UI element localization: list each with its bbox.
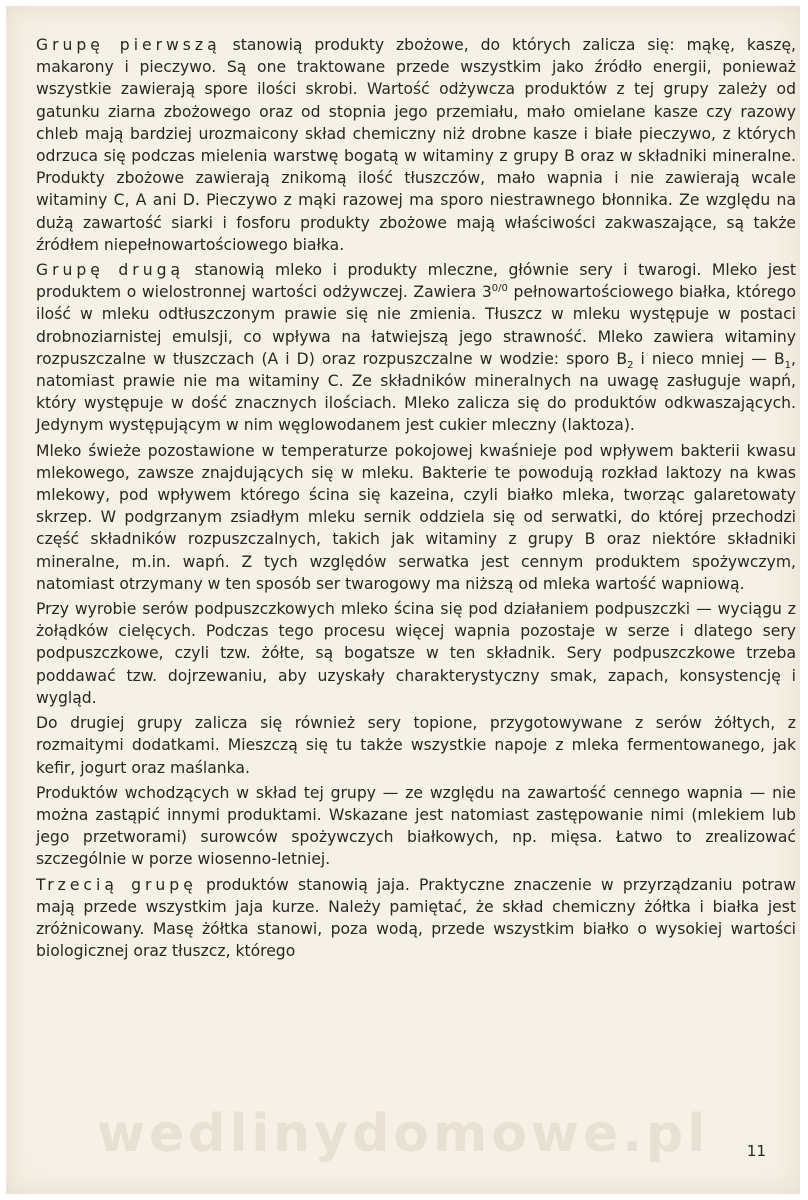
paragraph-text: produktów stanowią jaja. Praktyczne znaczenie w przyrządzaniu potraw mają przede wszystkim jaja kurze. Należy pamiętać, że skład chemiczny żółtka i białka jest zróżnicowany. Masę żółtka stanowi, poza wodą, przede wszystkim białko o wysokiej wartości biologicznej oraz tłuszcz, którego <box>36 875 796 961</box>
paragraph-text: pełnowartościowego białka, którego ilość w mleku odtłuszczonym prawie się nie zmienia. Tłuszcz w mleku występuje w postaci drobnoziarnistej emulsji, co wpływa na łatwiejszą jego strawność. Mleko zawiera witaminy rozpuszczalne w tłuszczach (A i D) oraz rozpuszczalne w wodzie: sporo B <box>36 283 796 368</box>
paragraph-group-three <box>36 874 796 963</box>
paragraph-milk-souring: Mleko świeże pozostawione w temperaturze pokojowej kwaśnieje pod wpływem bakterii kwasu mlekowego, zawsze znajdujących się w mleku. Bakterie te powodują rozkład laktozy na kwas mlekowy, pod wpływem którego ścina się kazeina, czyli białko mleka, tworząc galaretowaty skrzep. W podgrzanym zsiadłym mleku sernik oddziela się od serwatki, do której przechodzi część składników rozpuszczalnych, takich jak witaminy z grupy B oraz niektóre składniki mineralne, m.in. wapń. Z tych względów serwatka jest cennym produktem spożywczym, natomiast otrzymany w ten sposób ser twarogowy ma niższą od mleka wartość wapniową. <box>36 441 796 593</box>
paragraph-rennet-cheese: Przy wyrobie serów podpuszczkowych mleko ścina się pod działaniem podpuszczki — wyciągu z żołądków cielęcych. Podczas tego procesu więcej wapnia pozostaje w serze i dlatego sery podpuszczkowe, czyli tzw. żółte, są bogatsze w ten składnik. Sery podpuszczkowe trzeba poddawać tzw. dojrzewaniu, aby uzyskały charakterystyczny smak, zapach, konsystencję i wygląd. <box>36 600 796 707</box>
percent-sign: 0/0 <box>491 283 508 295</box>
document-page <box>6 6 800 1194</box>
paragraph-text: stanowią mleko i produkty mleczne, głównie sery i twarogi. Mleko jest produktem o wielostronnej wartości odżywczej. Zawiera 3 <box>36 261 796 302</box>
subscript: 2 <box>627 359 634 371</box>
paragraph-calcium: Produktów wchodzących w skład tej grupy — ze względu na zawartość cennego wapnia — nie można zastąpić innymi produktami. Wskazane jest natomiast zastępowanie nimi (mlekiem lub jego przetworami) surowców spożywczych białkowych, np. mięsa. Łatwo to zrealizować szczególnie w porze wiosenno-letniej. <box>36 783 796 869</box>
body-text <box>36 34 796 965</box>
paragraph-group-one <box>36 34 796 256</box>
watermark: wedlinydomowe.pl <box>96 1104 710 1164</box>
page-number: 11 <box>746 1142 766 1160</box>
spaced-lead-text: Trzecią grupę <box>36 875 197 894</box>
subscript: 1 <box>784 359 792 371</box>
paragraph-text: stanowią produkty zbożowe, do których zalicza się: mąkę, kaszę, makarony i pieczywo. Są one traktowane przede wszystkim jako źródło energii, ponieważ wszystkie zawierają spore ilości skrobi. Wartość odżywcza produktów z tej grupy zależy od gatunku ziarna zbożowego oraz od stopnia jego przemiału, mało omielane kasze czy razowy chleb mają bardziej urozmaicony skład chemiczny niż drobne kasze i białe pieczywo, z których odrzuca się podczas mielenia warstwę bogatą w witaminy z grupy B oraz w składniki mineralne. Produkty zbożowe zawierają znikomą ilość tłuszczów, mało wapnia i nie zawierają wcale witaminy C, A ani D. Pieczywo z mąki razowej ma sporo niestrawnego błonnika. Ze względu na dużą zawartość siarki i fosforu produkty zbożowe mają właściwości zakwaszające, są także źródłem niepełnowartościowego białka. <box>36 36 797 254</box>
paragraph-text: i nieco mniej — B <box>633 349 785 368</box>
spaced-lead-text: Grupę pierwszą <box>36 36 221 54</box>
paragraph-processed-cheese: Do drugiej grupy zalicza się również sery topione, przygotowywane z serów żółtych, z rozmaitymi dodatkami. Mieszczą się tu także wszystkie napoje z mleka fermentowanego, jak kefir, jogurt oraz maślanka. <box>36 714 796 777</box>
paragraph-group-two <box>36 259 796 437</box>
spaced-lead-text: Grupę drugą <box>36 261 185 280</box>
paragraph-text: , natomiast prawie nie ma witaminy C. Ze składników mineralnych na uwagę zasługuje wapń, który występuje w dość znacznych ilościach. Mleko zalicza się do produktów odkwaszających. Jedynym występującym w nim węglowodanem jest cukier mleczny (laktoza). <box>36 349 796 435</box>
